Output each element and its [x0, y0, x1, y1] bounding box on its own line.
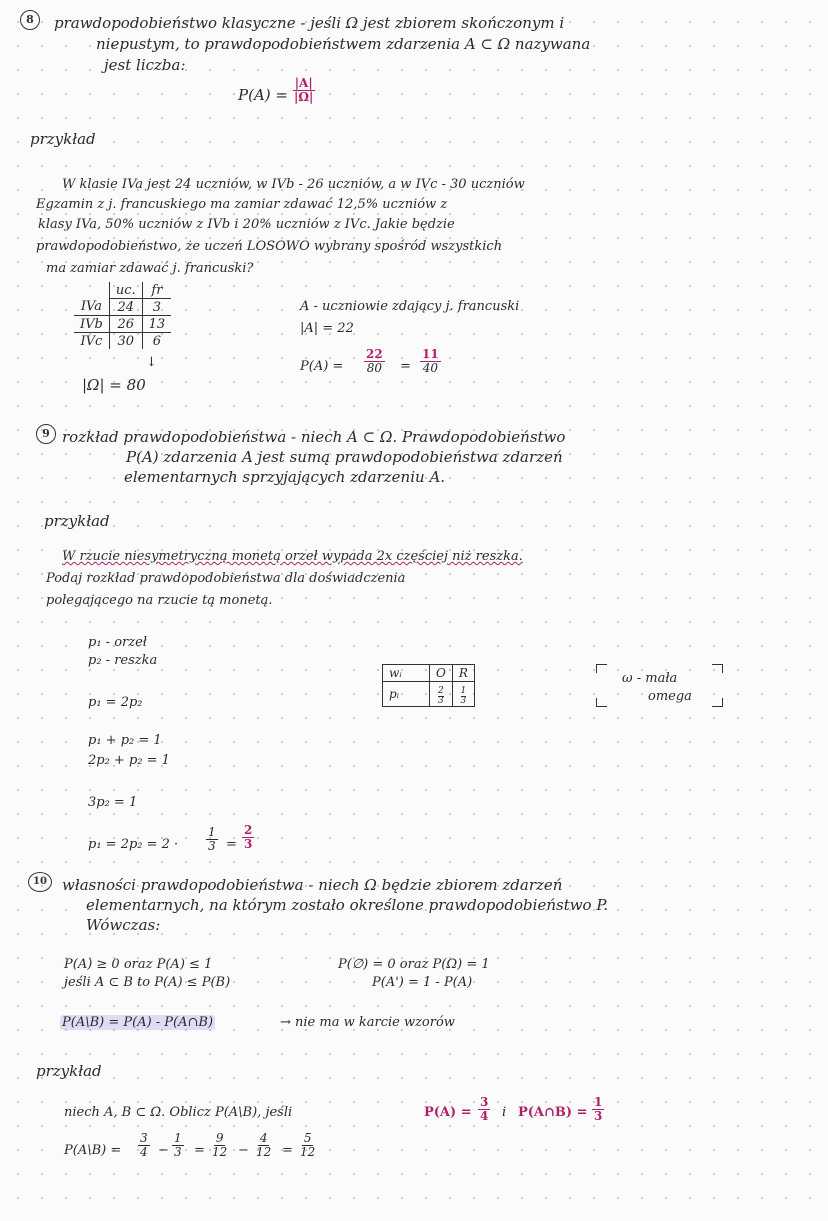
- s8-class-table: uc. fr IVa 24 3 IVb 26 13 IVc 30 6: [74, 282, 171, 349]
- s8-task-line1: W klasie IVa jest 24 uczniów, w IVb - 26 uczniów, a w IVc - 30 uczniów: [62, 177, 525, 192]
- s9-prob-orzel: $\frac{2}{3}$: [438, 686, 444, 706]
- s10-property-4: P(A') = 1 - P(A): [372, 975, 473, 990]
- s9-example-label: przykład: [44, 512, 110, 530]
- minus-sign: −: [158, 1143, 169, 1158]
- s10-definition-line3: Wówczas:: [86, 916, 161, 934]
- s8-formula-fraction: $\frac{|A|}{|\Omega|}$: [294, 76, 314, 104]
- s8-definition-line3: jest liczba:: [104, 56, 186, 74]
- s8-event-a-definition: A - uczniowie zdający j. francuski: [300, 299, 520, 314]
- s10-sol-frac-4-12: $\frac{4}{12}$: [256, 1131, 272, 1159]
- s8-task-line2: Egzamin z j. francuskiego ma zamiar zdawać 12,5% uczniów z: [36, 197, 448, 212]
- s10-definition-line2: elementarnych, na którym zostało określone prawdopodobieństwo P.: [86, 896, 609, 914]
- minus-sign: −: [238, 1143, 249, 1158]
- s9-task-line1: W rzucie niesymetryczną monetą orzeł wypada 2x częściej niż reszka.: [62, 549, 523, 564]
- s9-fraction-1-3: $\frac{1}{3}$: [208, 825, 216, 853]
- bracket-bottom-right: [712, 698, 723, 707]
- table-row: IVa 24 3: [74, 299, 171, 316]
- s9-distribution-table: [382, 664, 475, 707]
- s9-definition-line2: P(A) zdarzenia A jest sumą prawdopodobieństwa zdarzeń: [126, 448, 563, 466]
- s8-formula-lhs: P(A) =: [238, 86, 288, 104]
- s9-task-line2: Podaj rozkład prawdopodobieństwa dla doświadczenia: [46, 571, 406, 586]
- s10-property-5: P(A\B) = P(A) - P(A∩B): [62, 1015, 214, 1030]
- s8-equals-sign: =: [400, 359, 411, 374]
- s9-definition-line3: elementarnych sprzyjających zdarzeniu A.: [124, 468, 446, 486]
- s9-omega-note-line2: omega: [648, 689, 692, 704]
- s8-example-label: przykład: [30, 130, 96, 148]
- s9-equation-1: p₁ = 2p₂: [88, 695, 143, 710]
- s10-example-label: przykład: [36, 1062, 102, 1080]
- equals-sign: =: [282, 1143, 293, 1158]
- s8-task-line3: klasy IVa, 50% uczniów z IVb i 20% uczniów z IVc. Jakie będzie: [38, 217, 455, 232]
- s9-equals-sign: =: [226, 837, 237, 852]
- s8-fraction-11-40: $\frac{11}{40}$: [422, 347, 439, 375]
- s10-property-2: P(∅) = 0 oraz P(Ω) = 1: [338, 957, 490, 972]
- bracket-top-left: [596, 664, 607, 673]
- s9-equation-3: 2p₂ + p₂ = 1: [88, 753, 170, 768]
- section-9-number: 9: [36, 424, 56, 444]
- s8-definition-line2: niepustym, to prawdopodobieństwem zdarzenia A ⊂ Ω nazywana: [96, 35, 591, 53]
- s8-probability-lhs: P(A) =: [300, 359, 344, 374]
- section-8-number: 8: [20, 10, 40, 30]
- table-row: wᵢ O R: [383, 665, 475, 682]
- s9-p1-definition: p₁ - orzeł: [88, 635, 147, 650]
- s9-omega-note-line1: ω - mała: [622, 671, 678, 686]
- bracket-bottom-left: [596, 698, 607, 707]
- s9-prob-reszka: $\frac{1}{3}$: [460, 686, 467, 706]
- s10-task-pa-fraction: $\frac{3}{4}$: [480, 1095, 489, 1123]
- s9-fraction-2-3: $\frac{2}{3}$: [244, 823, 253, 851]
- s8-down-arrow: ↓: [146, 355, 157, 370]
- section-10-number: 10: [28, 872, 52, 892]
- s10-sol-frac-5-12: $\frac{5}{12}$: [300, 1131, 316, 1159]
- s10-task-pa-lhs: P(A) =: [424, 1105, 472, 1120]
- s9-definition-line1: rozkład prawdopodobieństwa - niech A ⊂ Ω. Prawdopodobieństwo: [62, 428, 566, 446]
- s10-solution-lhs: P(A\B) =: [64, 1143, 122, 1158]
- s9-equation-5: p₁ = 2p₂ = 2 ·: [88, 837, 179, 852]
- s10-property-3: jeśli A ⊂ B to P(A) ≤ P(B): [64, 975, 231, 990]
- s9-equation-4: 3p₂ = 1: [88, 795, 138, 810]
- s10-sol-frac-1-3: $\frac{1}{3}$: [174, 1131, 182, 1159]
- s10-task-pab-lhs: P(A∩B) =: [518, 1105, 588, 1120]
- s8-omega-total: |Ω| = 80: [82, 376, 146, 394]
- s8-definition-line1: prawdopodobieństwo klasyczne - jeśli Ω jest zbiorem skończonym i: [54, 14, 565, 32]
- s8-fraction-22-80: $\frac{22}{80}$: [366, 347, 383, 375]
- table-row: IVc 30 6: [74, 333, 171, 350]
- s8-task-line5: ma zamiar zdawać j. francuski?: [46, 261, 254, 276]
- s10-sol-frac-9-12: $\frac{9}{12}$: [212, 1131, 228, 1159]
- s10-task-pab-fraction: $\frac{1}{3}$: [594, 1095, 603, 1123]
- s9-p2-definition: p₂ - reszka: [88, 653, 158, 668]
- s10-property-1: P(A) ≥ 0 oraz P(A) ≤ 1: [64, 957, 213, 972]
- s9-equation-2: p₁ + p₂ = 1: [88, 733, 162, 748]
- s10-definition-line1: własności prawdopodobieństwa - niech Ω będzie zbiorem zdarzeń: [62, 876, 563, 894]
- table-row: IVb 26 13: [74, 316, 171, 333]
- s8-event-a-cardinality: |A| = 22: [300, 321, 354, 336]
- s9-task-line3: polegającego na rzucie tą monetą.: [46, 593, 273, 608]
- equals-sign: =: [194, 1143, 205, 1158]
- s10-sol-frac-3-4: $\frac{3}{4}$: [140, 1131, 148, 1159]
- s10-task-text: niech A, B ⊂ Ω. Oblicz P(A\B), jeśli: [64, 1105, 293, 1120]
- bracket-top-right: [712, 664, 723, 673]
- s10-task-and: i: [502, 1105, 507, 1120]
- table-row: pᵢ $\frac{2}{3}$ $\frac{1}{3}$: [383, 682, 475, 707]
- s8-task-line4: prawdopodobieństwo, że uczeń LOSOWO wybrany spośród wszystkich: [36, 239, 503, 254]
- s10-property-5-note: → nie ma w karcie wzorów: [280, 1015, 455, 1030]
